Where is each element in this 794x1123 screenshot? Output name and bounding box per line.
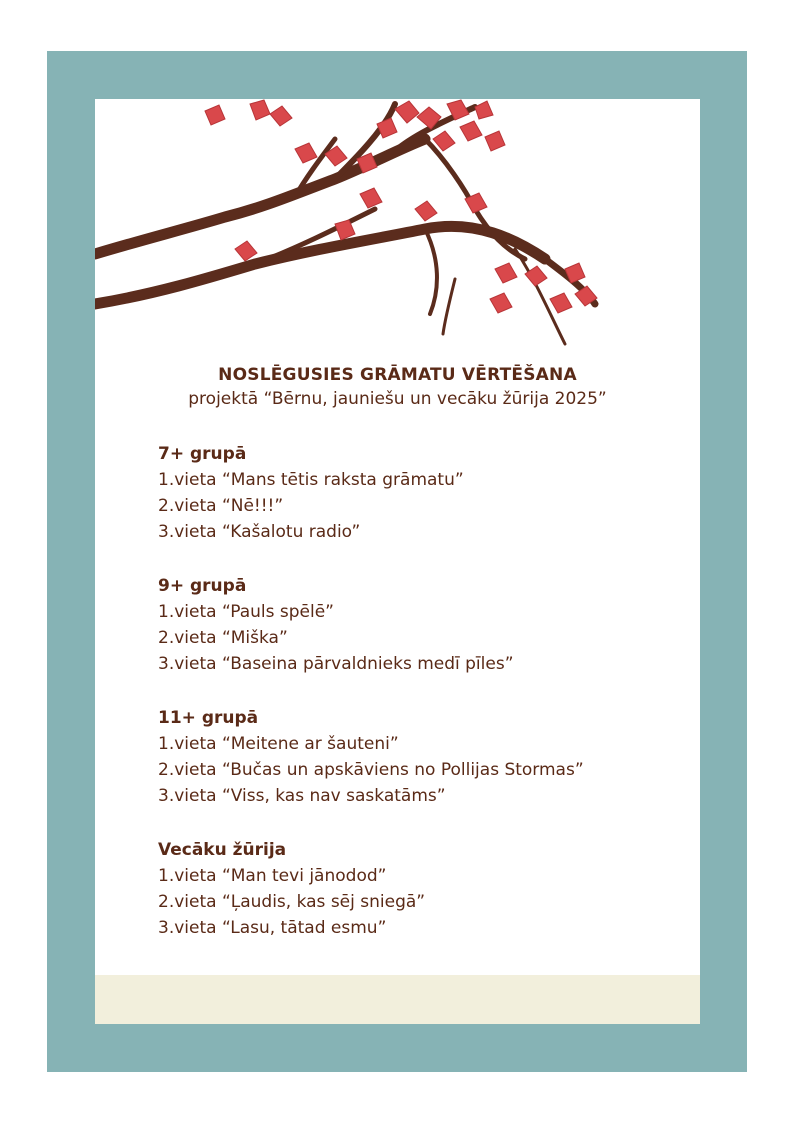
group-block <box>158 573 678 677</box>
results-list <box>158 441 678 969</box>
poster-title: NOSLĒGUSIES GRĀMATU VĒRTĒŠANA <box>218 365 577 385</box>
place-entry: 2.vieta “Bučas un apskāviens no Pollijas Stormas” <box>158 760 584 780</box>
place-entry: 3.vieta “Lasu, tātad esmu” <box>158 918 387 938</box>
footer-band <box>95 975 700 1024</box>
place-entry: 1.vieta “Meitene ar šauteni” <box>158 734 399 754</box>
place-entry: 1.vieta “Man tevi jānodod” <box>158 866 387 886</box>
group-title: 9+ grupā <box>158 576 247 596</box>
place-entry: 3.vieta “Kašalotu radio” <box>158 522 361 542</box>
place-entry: 1.vieta “Mans tētis raksta grāmatu” <box>158 470 464 490</box>
group-block <box>158 441 678 545</box>
place-entry: 2.vieta “Miška” <box>158 628 288 648</box>
group-title: 7+ grupā <box>158 444 247 464</box>
place-entry: 3.vieta “Baseina pārvaldnieks medī pīles” <box>158 654 514 674</box>
group-title: 11+ grupā <box>158 708 259 728</box>
group-block <box>158 705 678 809</box>
blossom-branch-illustration <box>95 99 700 369</box>
place-entry: 1.vieta “Pauls spēlē” <box>158 602 334 622</box>
place-entry: 2.vieta “Nē!!!” <box>158 496 284 516</box>
group-block <box>158 837 678 941</box>
group-title: Vecāku žūrija <box>158 840 287 860</box>
place-entry: 3.vieta “Viss, kas nav saskatāms” <box>158 786 446 806</box>
poster-subtitle: projektā “Bērnu, jauniešu un vecāku žūrija 2025” <box>188 389 607 409</box>
place-entry: 2.vieta “Ļaudis, kas sēj sniegā” <box>158 892 426 912</box>
poster-card <box>95 99 700 1024</box>
